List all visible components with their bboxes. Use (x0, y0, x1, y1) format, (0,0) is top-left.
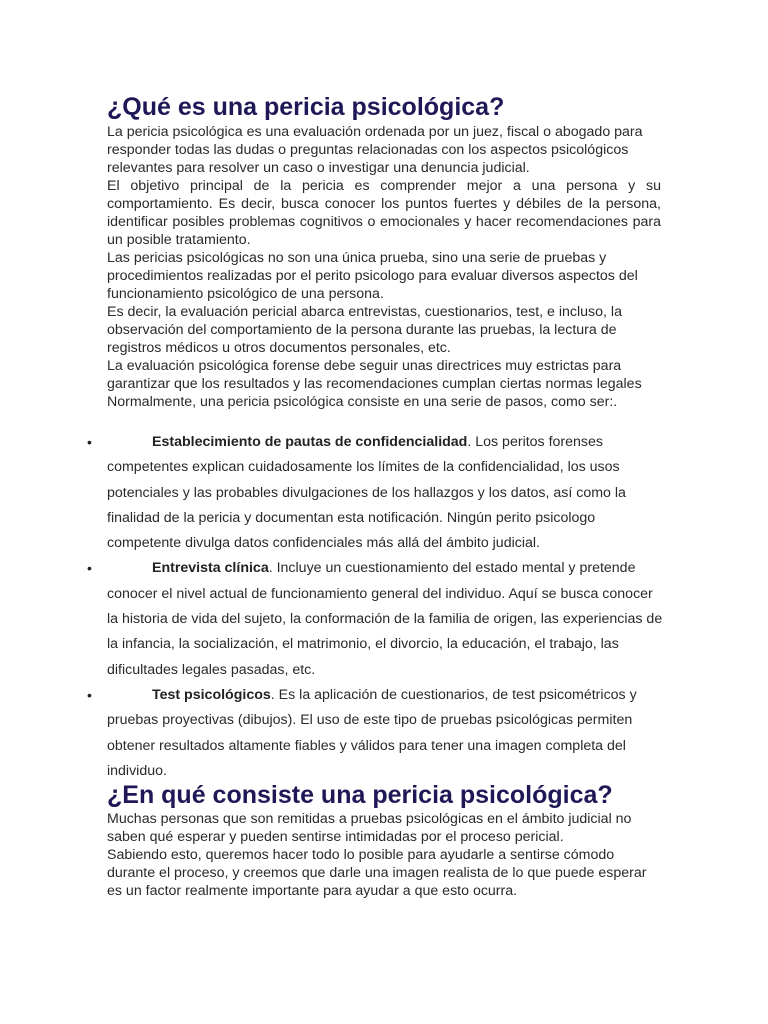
section-2-paragraph-2: Sabiendo esto, queremos hacer todo lo posible para ayudarle a sentirse cómodo durante el proceso, y creemos que darle una imagen realista de lo que puede esperar es un factor realmente importante para ayudar a que esto ocurra. (107, 847, 647, 899)
intro-paragraph-2: El objetivo principal de la pericia es comprender mejor a una persona y su comportamiento. Es decir, busca conocer los puntos fuertes y débiles de la persona, identificar posibles problemas cognitivos o emocionales y hacer recomendaciones para un posible tratamiento. (107, 178, 661, 248)
intro-paragraph-3: Las pericias psicológicas no son una única prueba, sino una serie de pruebas y procedimientos realizadas por el perito psicologo para evaluar diversos aspectos del funcionamiento psicológico de una persona. (107, 250, 638, 302)
bullet-icon: • (87, 434, 92, 450)
intro-paragraph-6: Normalmente, una pericia psicológica consiste en una serie de pasos, como ser:. (107, 394, 618, 410)
bullet-icon: • (87, 560, 92, 577)
bullet-item-confidencialidad (87, 430, 663, 556)
section-1-intro (107, 123, 661, 411)
bullet-icon: • (87, 686, 92, 703)
bullet-text: . Es la aplicación de cuestionarios, de test psicométricos y pruebas proyectivas (dibujos). El uso de este tipo de pruebas psicológicas permiten obtener resultados altamente fiables y válidos para tener una imagen completa del individuo. (107, 686, 637, 779)
pasos-bullet-list (0, 430, 768, 784)
section-1-title: ¿Qué es una pericia psicológica? (107, 93, 505, 121)
bullet-item-test (87, 683, 663, 784)
section-2-title: ¿En qué consiste una pericia psicológica? (107, 781, 613, 809)
intro-paragraph-4: Es decir, la evaluación pericial abarca entrevistas, cuestionarios, test, e incluso, la observación del comportamiento de la persona durante las pruebas, la lectura de registros médicos u otros documentos personales, etc. (107, 304, 622, 356)
bullet-term: Entrevista clínica (152, 560, 269, 577)
section-2-paragraph-1: Muchas personas que son remitidas a pruebas psicológicas en el ámbito judicial no saben qué esperar y pueden sentirse intimidadas por el proceso pericial. (107, 811, 632, 845)
bullet-term: Establecimiento de pautas de confidencialidad (152, 434, 468, 450)
bullet-text: . Los peritos forenses competentes explican cuidadosamente los límites de la confidencialidad, los usos potenciales y las probables divulgaciones de los hallazgos y los datos, así como la finalidad de la pericia y documentan esta notificación. Ningún perito psicologo competente divulga datos confidenciales más allá del ámbito judicial. (107, 434, 626, 552)
intro-paragraph-1: La pericia psicológica es una evaluación ordenada por un juez, fiscal o abogado para responder todas las dudas o preguntas relacionadas con los aspectos psicológicos relevantes para resolver un caso o investigar una denuncia judicial. (107, 124, 643, 176)
bullet-term: Test psicológicos (152, 686, 271, 703)
section-2-body (107, 810, 661, 900)
bullet-item-entrevista (87, 556, 663, 682)
bullet-text: . Incluye un cuestionamiento del estado mental y pretende conocer el nivel actual de funcionamiento general del individuo. Aquí se busca conocer la historia de vida del sujeto, la conformación de la familia de origen, las experiencias de la infancia, la socialización, el matrimonio, el divorcio, la educación, el trabajo, las dificultades legales pasadas, etc. (107, 560, 663, 678)
intro-paragraph-5: La evaluación psicológica forense debe seguir unas directrices muy estrictas para garantizar que los resultados y las recomendaciones cumplan ciertas normas legales (107, 358, 642, 392)
